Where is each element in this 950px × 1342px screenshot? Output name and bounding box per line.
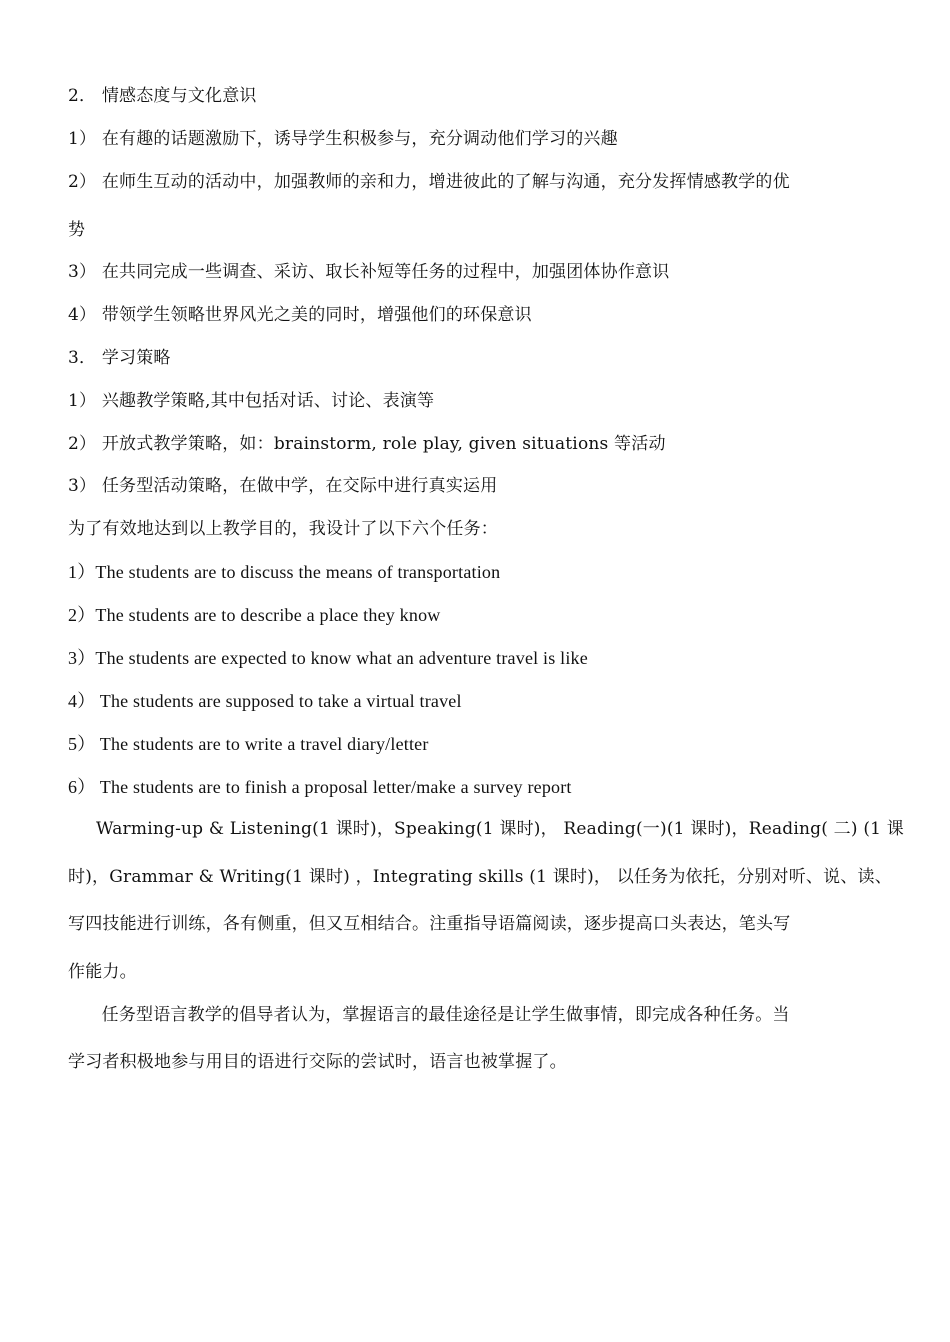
paragraph-line: 作能力。 bbox=[68, 962, 137, 982]
task-item: 3）The students are expected to know what an adventure travel is like bbox=[68, 648, 588, 668]
task-item: 1）The students are to discuss the means of transportation bbox=[68, 562, 501, 582]
task-item: 5） The students are to write a travel diary/letter bbox=[68, 734, 429, 754]
text-line: 2） 在师生互动的活动中，加强教师的亲和力，增进彼此的了解与沟通，充分发挥情感教学的优 bbox=[68, 172, 790, 192]
task-item: 4） The students are supposed to take a virtual travel bbox=[68, 691, 462, 711]
paragraph-line: 时)，Grammar & Writing(1 课时) ，Integrating skills (1 课时)， 以任务为依托，分别对听、说、读、 bbox=[68, 867, 892, 887]
text-line: 势 bbox=[68, 220, 86, 240]
text-line: 3） 任务型活动策略，在做中学，在交际中进行真实运用 bbox=[68, 476, 498, 496]
section-heading-learning-strategy: 3． 学习策略 bbox=[68, 348, 171, 368]
paragraph-line: 学习者积极地参与用目的语进行交际的尝试时，语言也被掌握了。 bbox=[68, 1052, 567, 1072]
text-line: 2） 开放式教学策略，如：brainstorm, role play, given situations 等活动 bbox=[68, 434, 666, 454]
text-line: 为了有效地达到以上教学目的，我设计了以下六个任务： bbox=[68, 519, 498, 539]
text-line: 4） 带领学生领略世界风光之美的同时，增强他们的环保意识 bbox=[68, 305, 532, 325]
text-line: 3） 在共同完成一些调查、采访、取长补短等任务的过程中，加强团体协作意识 bbox=[68, 262, 670, 282]
task-item: 2）The students are to describe a place they know bbox=[68, 605, 441, 625]
paragraph-line: 任务型语言教学的倡导者认为，掌握语言的最佳途径是让学生做事情，即完成各种任务。当 bbox=[68, 1005, 790, 1025]
task-item: 6） The students are to finish a proposal letter/make a survey report bbox=[68, 777, 572, 797]
paragraph-line: 写四技能进行训练，各有侧重，但又互相结合。注重指导语篇阅读，逐步提高口头表达，笔头写 bbox=[68, 914, 791, 934]
text-line: 1） 在有趣的话题激励下，诱导学生积极参与，充分调动他们学习的兴趣 bbox=[68, 129, 618, 149]
paragraph-line: Warming-up & Listening(1 课时)，Speaking(1 课时)， Reading(一)(1 课时)，Reading( 二) (1 课 bbox=[68, 819, 904, 839]
text-line: 1） 兴趣教学策略,其中包括对话、讨论、表演等 bbox=[68, 391, 435, 411]
section-heading-affect-culture: 2． 情感态度与文化意识 bbox=[68, 86, 257, 106]
